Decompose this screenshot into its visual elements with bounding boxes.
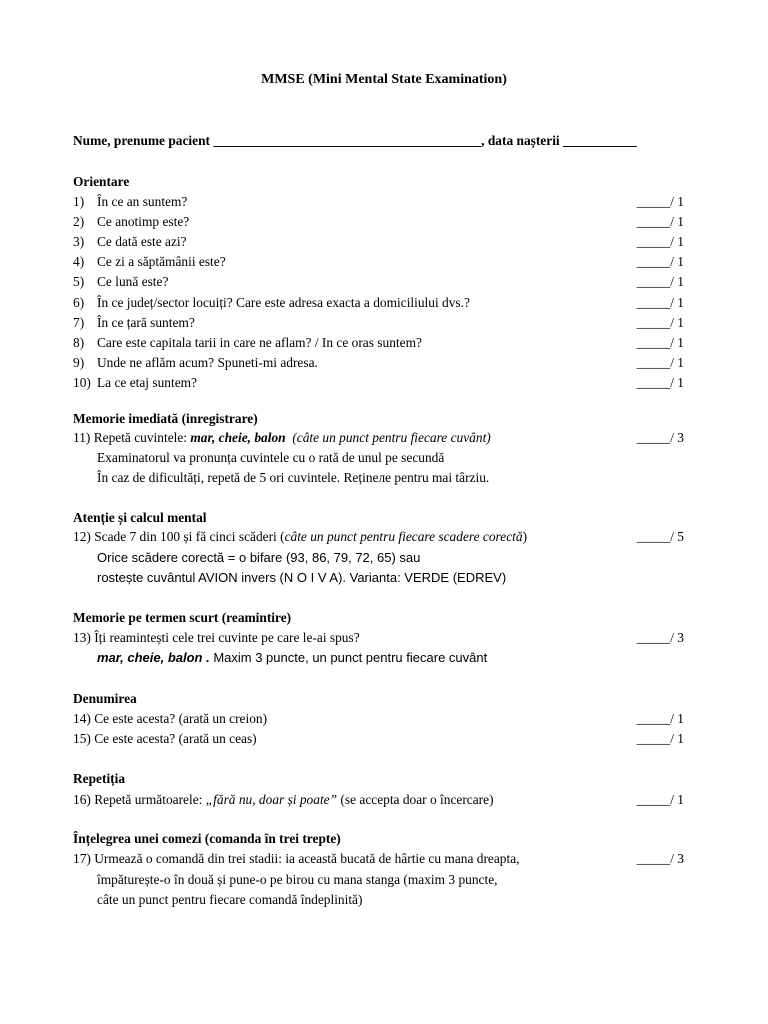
question-text: 13) Îți reamintești cele trei cuvinte pe care le-ai spus? — [73, 630, 360, 645]
question-row — [73, 212, 684, 232]
question-text: Care este capitala tarii in care ne aflam? / In ce oras suntem? — [97, 335, 422, 350]
recall-note: Maxim 3 puncte, un punct pentru fiecare cuvânt — [209, 650, 488, 665]
instruction-line: În caz de dificultăți, repetă de 5 ori cuvintele. Rețineле pentru mai târziu. — [97, 470, 490, 485]
section-heading-orientare: Orientare — [73, 174, 130, 189]
score-field[interactable]: _____/ 1 — [636, 731, 684, 746]
question-prefix: 11) Repetă cuvintele: — [73, 430, 191, 445]
score-field[interactable]: _____/ 1 — [636, 214, 684, 229]
score-field[interactable]: _____/ 1 — [636, 375, 684, 390]
question-row — [73, 849, 684, 869]
score-field[interactable]: _____/ 3 — [636, 851, 684, 866]
score-field[interactable]: _____/ 1 — [636, 792, 684, 807]
question-text: În ce județ/sector locuiți? Care este adresa exacta a domiciliului dvs.? — [97, 295, 470, 310]
score-field[interactable]: _____/ 1 — [636, 295, 684, 310]
question-text — [73, 790, 494, 810]
words-to-recall: mar, cheie, balon . — [97, 650, 210, 665]
instruction-line: Orice scădere corectă = o bifare (93, 86, 79, 72, 65) sau — [97, 550, 421, 565]
question-number: 3) — [73, 234, 85, 249]
patient-info-line: Nume, prenume pacient ________________________________________, data nașterii ___________ — [73, 133, 637, 148]
question-text: Ce dată este azi? — [97, 234, 187, 249]
question-text: La ce etaj suntem? — [97, 375, 198, 390]
score-field[interactable]: _____/ 1 — [636, 355, 684, 370]
question-row — [73, 353, 684, 373]
question-number: 6) — [73, 295, 85, 310]
question-row — [73, 428, 684, 448]
question-row — [73, 333, 684, 353]
words-to-repeat: mar, cheie, balon — [190, 430, 286, 445]
section-heading-memorie-scurt: Memorie pe termen scurt (reamintire) — [73, 610, 292, 625]
scoring-note: câte un punct pentru fiecare scadere corectă — [284, 529, 523, 544]
question-suffix: ) — [522, 529, 528, 544]
question-number: 5) — [73, 274, 85, 289]
score-field[interactable]: _____/ 1 — [636, 194, 684, 209]
question-suffix: (se accepta doar o încercare) — [337, 792, 494, 807]
score-field[interactable]: _____/ 3 — [636, 630, 684, 645]
question-row — [73, 527, 684, 547]
phrase-to-repeat: „fără nu, doar și poate” — [205, 792, 338, 807]
question-number: 10) — [73, 375, 91, 390]
scoring-note: (câte un punct pentru fiecare cuvânt) — [292, 430, 491, 445]
question-number: 7) — [73, 315, 85, 330]
question-text: 17) Urmează o comandă din trei stadii: ia această bucată de hârtie cu mana dreapta, — [73, 851, 520, 866]
score-field[interactable]: _____/ 1 — [636, 335, 684, 350]
score-field[interactable]: _____/ 1 — [636, 234, 684, 249]
section-heading-atentie: Atenție și calcul mental — [73, 510, 207, 525]
question-row — [73, 232, 684, 252]
score-field[interactable]: _____/ 1 — [636, 254, 684, 269]
score-field[interactable]: _____/ 1 — [636, 315, 684, 330]
question-text — [73, 428, 491, 448]
question-row — [73, 293, 684, 313]
question-number: 2) — [73, 214, 85, 229]
score-field[interactable]: _____/ 1 — [636, 274, 684, 289]
question-row — [73, 790, 684, 810]
question-text: 14) Ce este acesta? (arată un creion) — [73, 711, 268, 726]
question-text — [73, 527, 527, 547]
question-text: Ce anotimp este? — [97, 214, 190, 229]
question-row — [73, 252, 684, 272]
question-number: 4) — [73, 254, 85, 269]
score-field[interactable]: _____/ 1 — [636, 711, 684, 726]
question-text: În ce țară suntem? — [97, 315, 195, 330]
question-row — [73, 192, 684, 212]
instruction-line: Examinatorul va pronunța cuvintele cu o rată de unul pe secundă — [97, 450, 445, 465]
question-row — [73, 628, 684, 648]
question-number: 1) — [73, 194, 85, 209]
section-heading-repetitia: Repetiția — [73, 771, 126, 786]
instruction-line: câte un punct pentru fiecare comandă îndeplinită) — [97, 892, 363, 907]
question-row — [73, 272, 684, 292]
score-field[interactable]: _____/ 5 — [636, 529, 684, 544]
question-text: În ce an suntem? — [97, 194, 188, 209]
question-row — [73, 709, 684, 729]
score-field[interactable]: _____/ 3 — [636, 430, 684, 445]
question-text: Ce zi a săptămânii este? — [97, 254, 226, 269]
question-prefix: 12) Scade 7 din 100 și fă cinci scăderi ( — [73, 529, 285, 544]
question-row — [73, 373, 684, 393]
page-title: MMSE (Mini Mental State Examination) — [261, 72, 507, 87]
instruction-line: rostește cuvântul AVION invers (N O I V A). Varianta: VERDE (EDREV) — [97, 570, 507, 585]
question-number: 9) — [73, 355, 85, 370]
instruction-line — [97, 648, 487, 668]
instruction-line: împăturește-o în două și pune-o pe birou cu mana stanga (maxim 3 puncte, — [97, 872, 498, 887]
question-text: Unde ne aflăm acum? Spuneti-mi adresa. — [97, 355, 318, 370]
question-text: 15) Ce este acesta? (arată un ceas) — [73, 731, 257, 746]
question-row — [73, 313, 684, 333]
question-prefix: 16) Repetă următoarele: — [73, 792, 206, 807]
question-row — [73, 729, 684, 749]
question-text: Ce lună este? — [97, 274, 169, 289]
section-heading-intelegerea: Înțelegrea unei comezi (comanda în trei trepte) — [73, 831, 341, 846]
section-heading-denumirea: Denumirea — [73, 691, 137, 706]
question-number: 8) — [73, 335, 85, 350]
section-heading-memorie-imediata: Memorie imediată (inregistrare) — [73, 411, 258, 426]
